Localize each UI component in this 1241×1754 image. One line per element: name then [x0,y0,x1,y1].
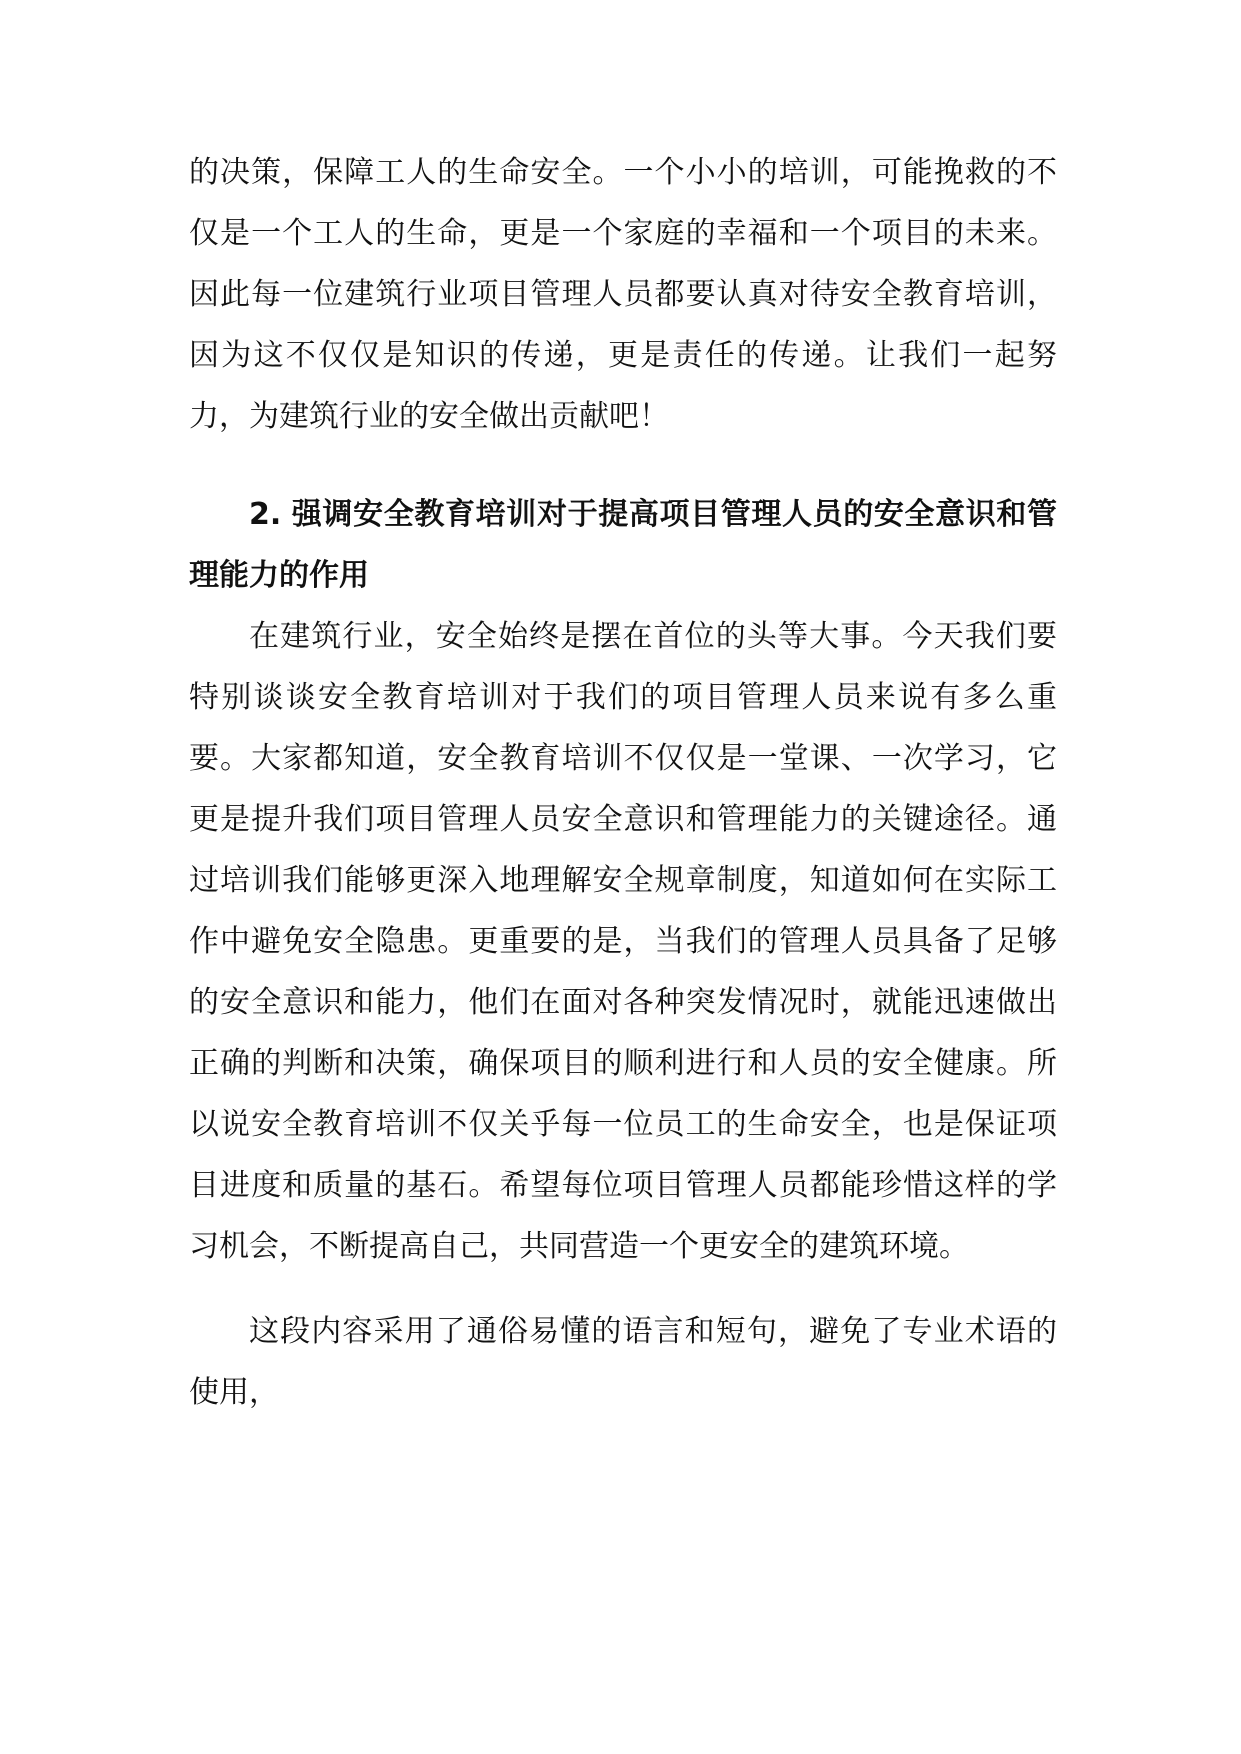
section-heading-text: 强调安全教育培训对于提高项目管理人员的安全意识和管理能力的作用 [189,497,1057,593]
paragraph-1: 的决策，保障工人的生命安全。一个小小的培训，可能挽救的不仅是一个工人的生命，更是一个家庭的幸福和一个项目的未来。因此每一位建筑行业项目管理人员都要认真对待安全教育培训，因为这不仅仅是知识的传递，更是责任的传递。让我们一起努力，为建筑行业的安全做出贡献吧！ [189,155,1057,434]
paragraph-3: 这段内容采用了通俗易懂的语言和短句，避免了专业术语的使用， [189,1314,1057,1410]
document-content [189,142,1057,1423]
section-heading [189,484,1057,606]
section-heading-number: 2. [249,497,282,532]
paragraph-2: 在建筑行业，安全始终是摆在首位的头等大事。今天我们要特别谈谈安全教育培训对于我们的项目管理人员来说有多么重要。大家都知道，安全教育培训不仅仅是一堂课、一次学习，它更是提升我们项目管理人员安全意识和管理能力的关键途径。通过培训我们能够更深入地理解安全规章制度，知道如何在实际工作中避免安全隐患。更重要的是，当我们的管理人员具备了足够的安全意识和能力，他们在面对各种突发情况时，就能迅速做出正确的判断和决策，确保项目的顺利进行和人员的安全健康。所以说安全教育培训不仅关乎每一位员工的生命安全，也是保证项目进度和质量的基石。希望每位项目管理人员都能珍惜这样的学习机会，不断提高自己，共同营造一个更安全的建筑环境。 [189,619,1057,1264]
